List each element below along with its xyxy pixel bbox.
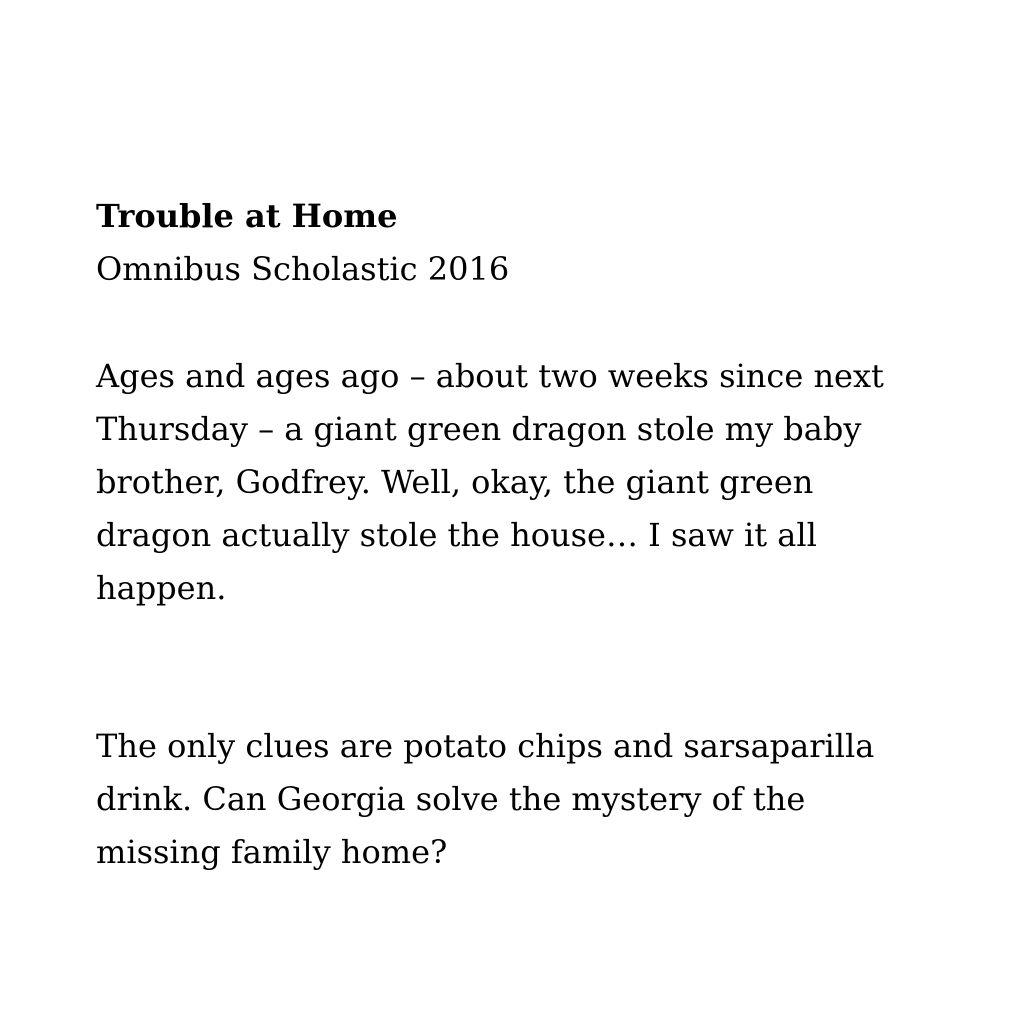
blurb-paragraph-2	[96, 720, 936, 879]
blurb-line: drink. Can Georgia solve the mystery of the	[96, 780, 806, 818]
publisher-line: Omnibus Scholastic 2016	[96, 250, 510, 288]
blurb-line: dragon actually stole the house… I saw it all	[96, 516, 817, 554]
blurb-line: The only clues are potato chips and sarsaparilla	[96, 727, 875, 765]
blurb-line: happen.	[96, 569, 227, 607]
blurb-line: Thursday – a giant green dragon stole my baby	[96, 410, 862, 448]
blurb-paragraph-1	[96, 350, 936, 615]
blurb-line: brother, Godfrey. Well, okay, the giant green	[96, 463, 814, 501]
blurb-line: missing family home?	[96, 833, 448, 871]
blurb-line: Ages and ages ago – about two weeks since next	[96, 357, 884, 395]
book-title: Trouble at Home	[96, 197, 398, 235]
